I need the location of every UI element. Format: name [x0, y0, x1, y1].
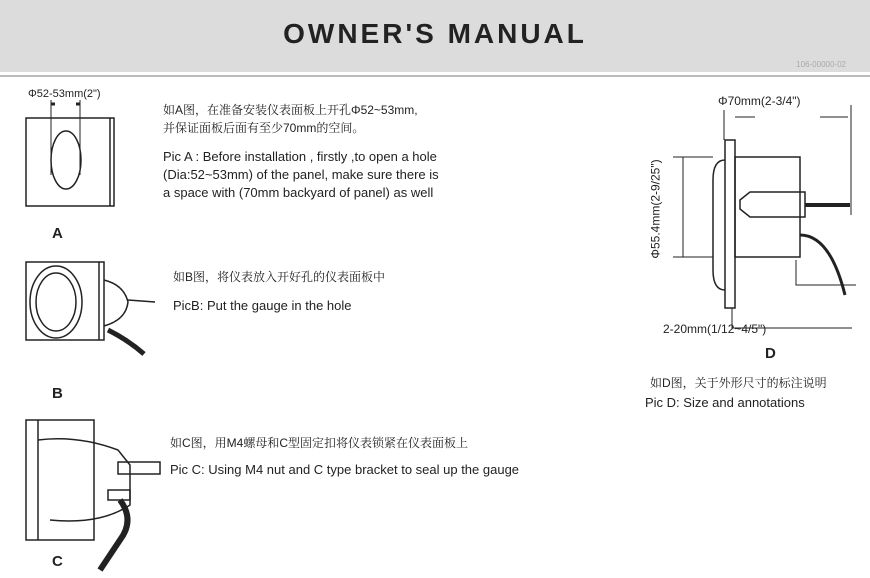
pic-c-en: Pic C: Using M4 nut and C type bracket to seal up the gauge	[170, 462, 520, 477]
pic-d-en: Pic D: Size and annotations	[645, 395, 805, 410]
diagram-a	[26, 100, 114, 206]
pic-b-en: PicB: Put the gauge in the hole	[173, 298, 352, 313]
pic-d-cn: 如D图，关于外形尺寸的标注说明	[650, 376, 827, 390]
pic-d-label: D	[765, 345, 776, 362]
pic-b-label: B	[52, 385, 63, 402]
pic-a-en-line1: Pic A : Before installation , firstly ,to open a hole	[163, 149, 437, 164]
panel-thickness-dimension: 2-20mm(1/12~4/5")	[663, 322, 767, 336]
pic-a-label: A	[52, 225, 63, 242]
document-code: 106-00000-02	[796, 60, 846, 69]
pic-a-en-line2: (Dia:52~53mm) of the panel, make sure there is	[163, 167, 439, 182]
pic-c-cn: 如C图，用M4螺母和C型固定扣将仪表锁紧在仪表面板上	[170, 436, 469, 450]
pic-a-en-line3: a space with (70mm backyard of panel) as well	[163, 185, 434, 200]
diagram-d	[673, 105, 856, 328]
pic-c-label: C	[52, 553, 63, 570]
depth-dimension: Φ70mm(2-3/4")	[718, 94, 801, 108]
pic-b-cn: 如B图，将仪表放入开好孔的仪表面板中	[173, 270, 386, 284]
pic-a-cn-line2: 并保证面板后面有至少70mm的空间。	[163, 121, 365, 135]
diameter-dimension: Φ55.4mm(2-9/25")	[648, 159, 663, 259]
hole-diameter-label: Φ52-53mm(2")	[28, 88, 101, 100]
page-title: OWNER'S MANUAL	[283, 18, 587, 49]
pic-a-cn-line1: 如A图，在准备安装仪表面板上开孔Φ52~53mm,	[163, 103, 418, 117]
diagram-b	[26, 262, 155, 354]
diagram-c	[26, 420, 160, 570]
